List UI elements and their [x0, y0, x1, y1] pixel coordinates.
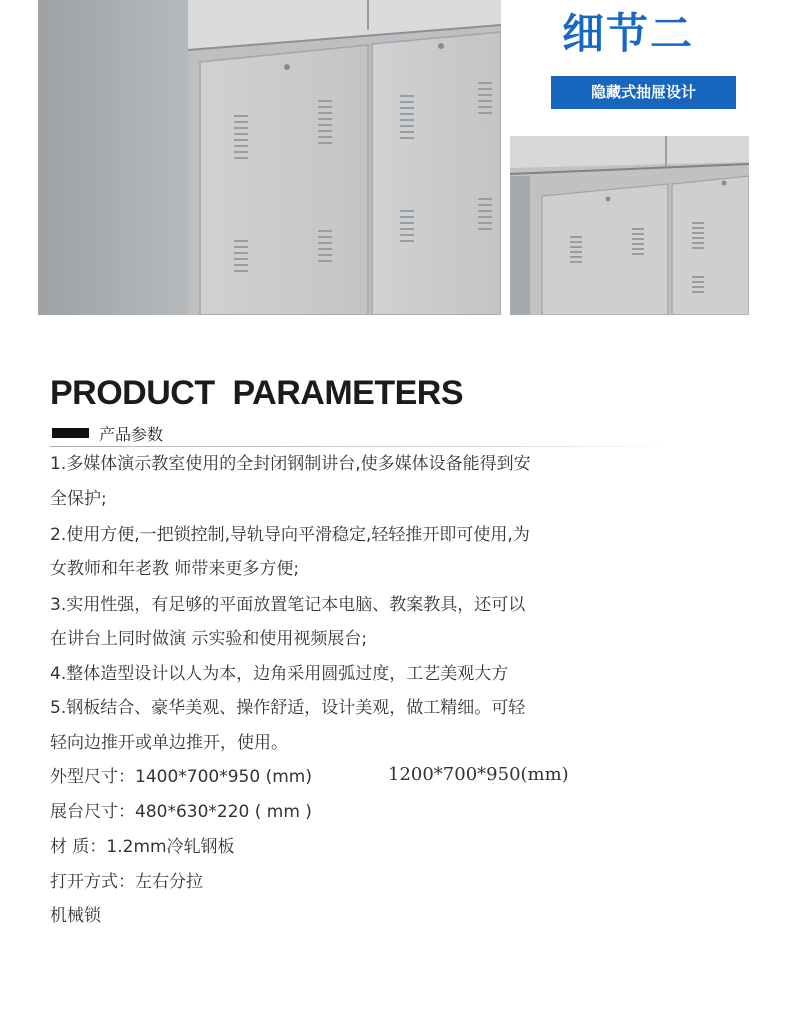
- param-line-stand-size: 展台尺寸：480*630*220 ( mm ): [50, 802, 312, 822]
- parameters-subheading-label: 产品参数: [99, 424, 164, 444]
- param-line: 5.钢板结合、豪华美观、操作舒适，设计美观，做工精细。可轻: [50, 698, 526, 718]
- param-line: 3.实用性强，有足够的平面放置笔记本电脑、教案教具，还可以: [50, 595, 526, 615]
- detail-badge: 隐藏式抽屉设计: [551, 76, 736, 109]
- param-line-lock: 机械锁: [50, 906, 101, 926]
- param-line-opening: 打开方式：左右分拉: [50, 872, 203, 892]
- cabinet-detail-illustration: [510, 136, 749, 315]
- param-line-material: 材 质：1.2mm冷轧钢板: [50, 837, 235, 857]
- cabinet-front-illustration: [38, 0, 501, 315]
- param-line: 1.多媒体演示教室使用的全封闭钢制讲台,使多媒体设备能得到安: [50, 454, 531, 474]
- param-line: 全保护;: [50, 489, 107, 509]
- param-line: 女教师和年老教 师带来更多方便;: [50, 559, 300, 579]
- detail-title: 细节二: [561, 9, 694, 58]
- cabinet-photo-main: [38, 0, 501, 315]
- cabinet-photo-detail: [510, 136, 749, 315]
- param-line: 在讲台上同时做演 示实验和使用视频展台;: [50, 629, 368, 649]
- bullet-square-icon: [52, 428, 89, 438]
- param-line: 4.整体造型设计以人为本，边角采用圆弧过度，工艺美观大方: [50, 664, 509, 684]
- parameters-heading: PRODUCT PARAMETERS: [50, 374, 463, 412]
- param-line: 2.使用方便,一把锁控制,导轨导向平滑稳定,轻轻推开即可使用,为: [50, 525, 530, 545]
- parameters-subheading: [52, 420, 163, 446]
- alt-size: 1200*700*950(mm): [388, 764, 569, 785]
- divider: [50, 446, 675, 447]
- param-line-exterior-size: 外型尺寸：1400*700*950 (mm): [50, 767, 312, 787]
- param-line: 轻向边推开或单边推开，使用。: [50, 733, 288, 753]
